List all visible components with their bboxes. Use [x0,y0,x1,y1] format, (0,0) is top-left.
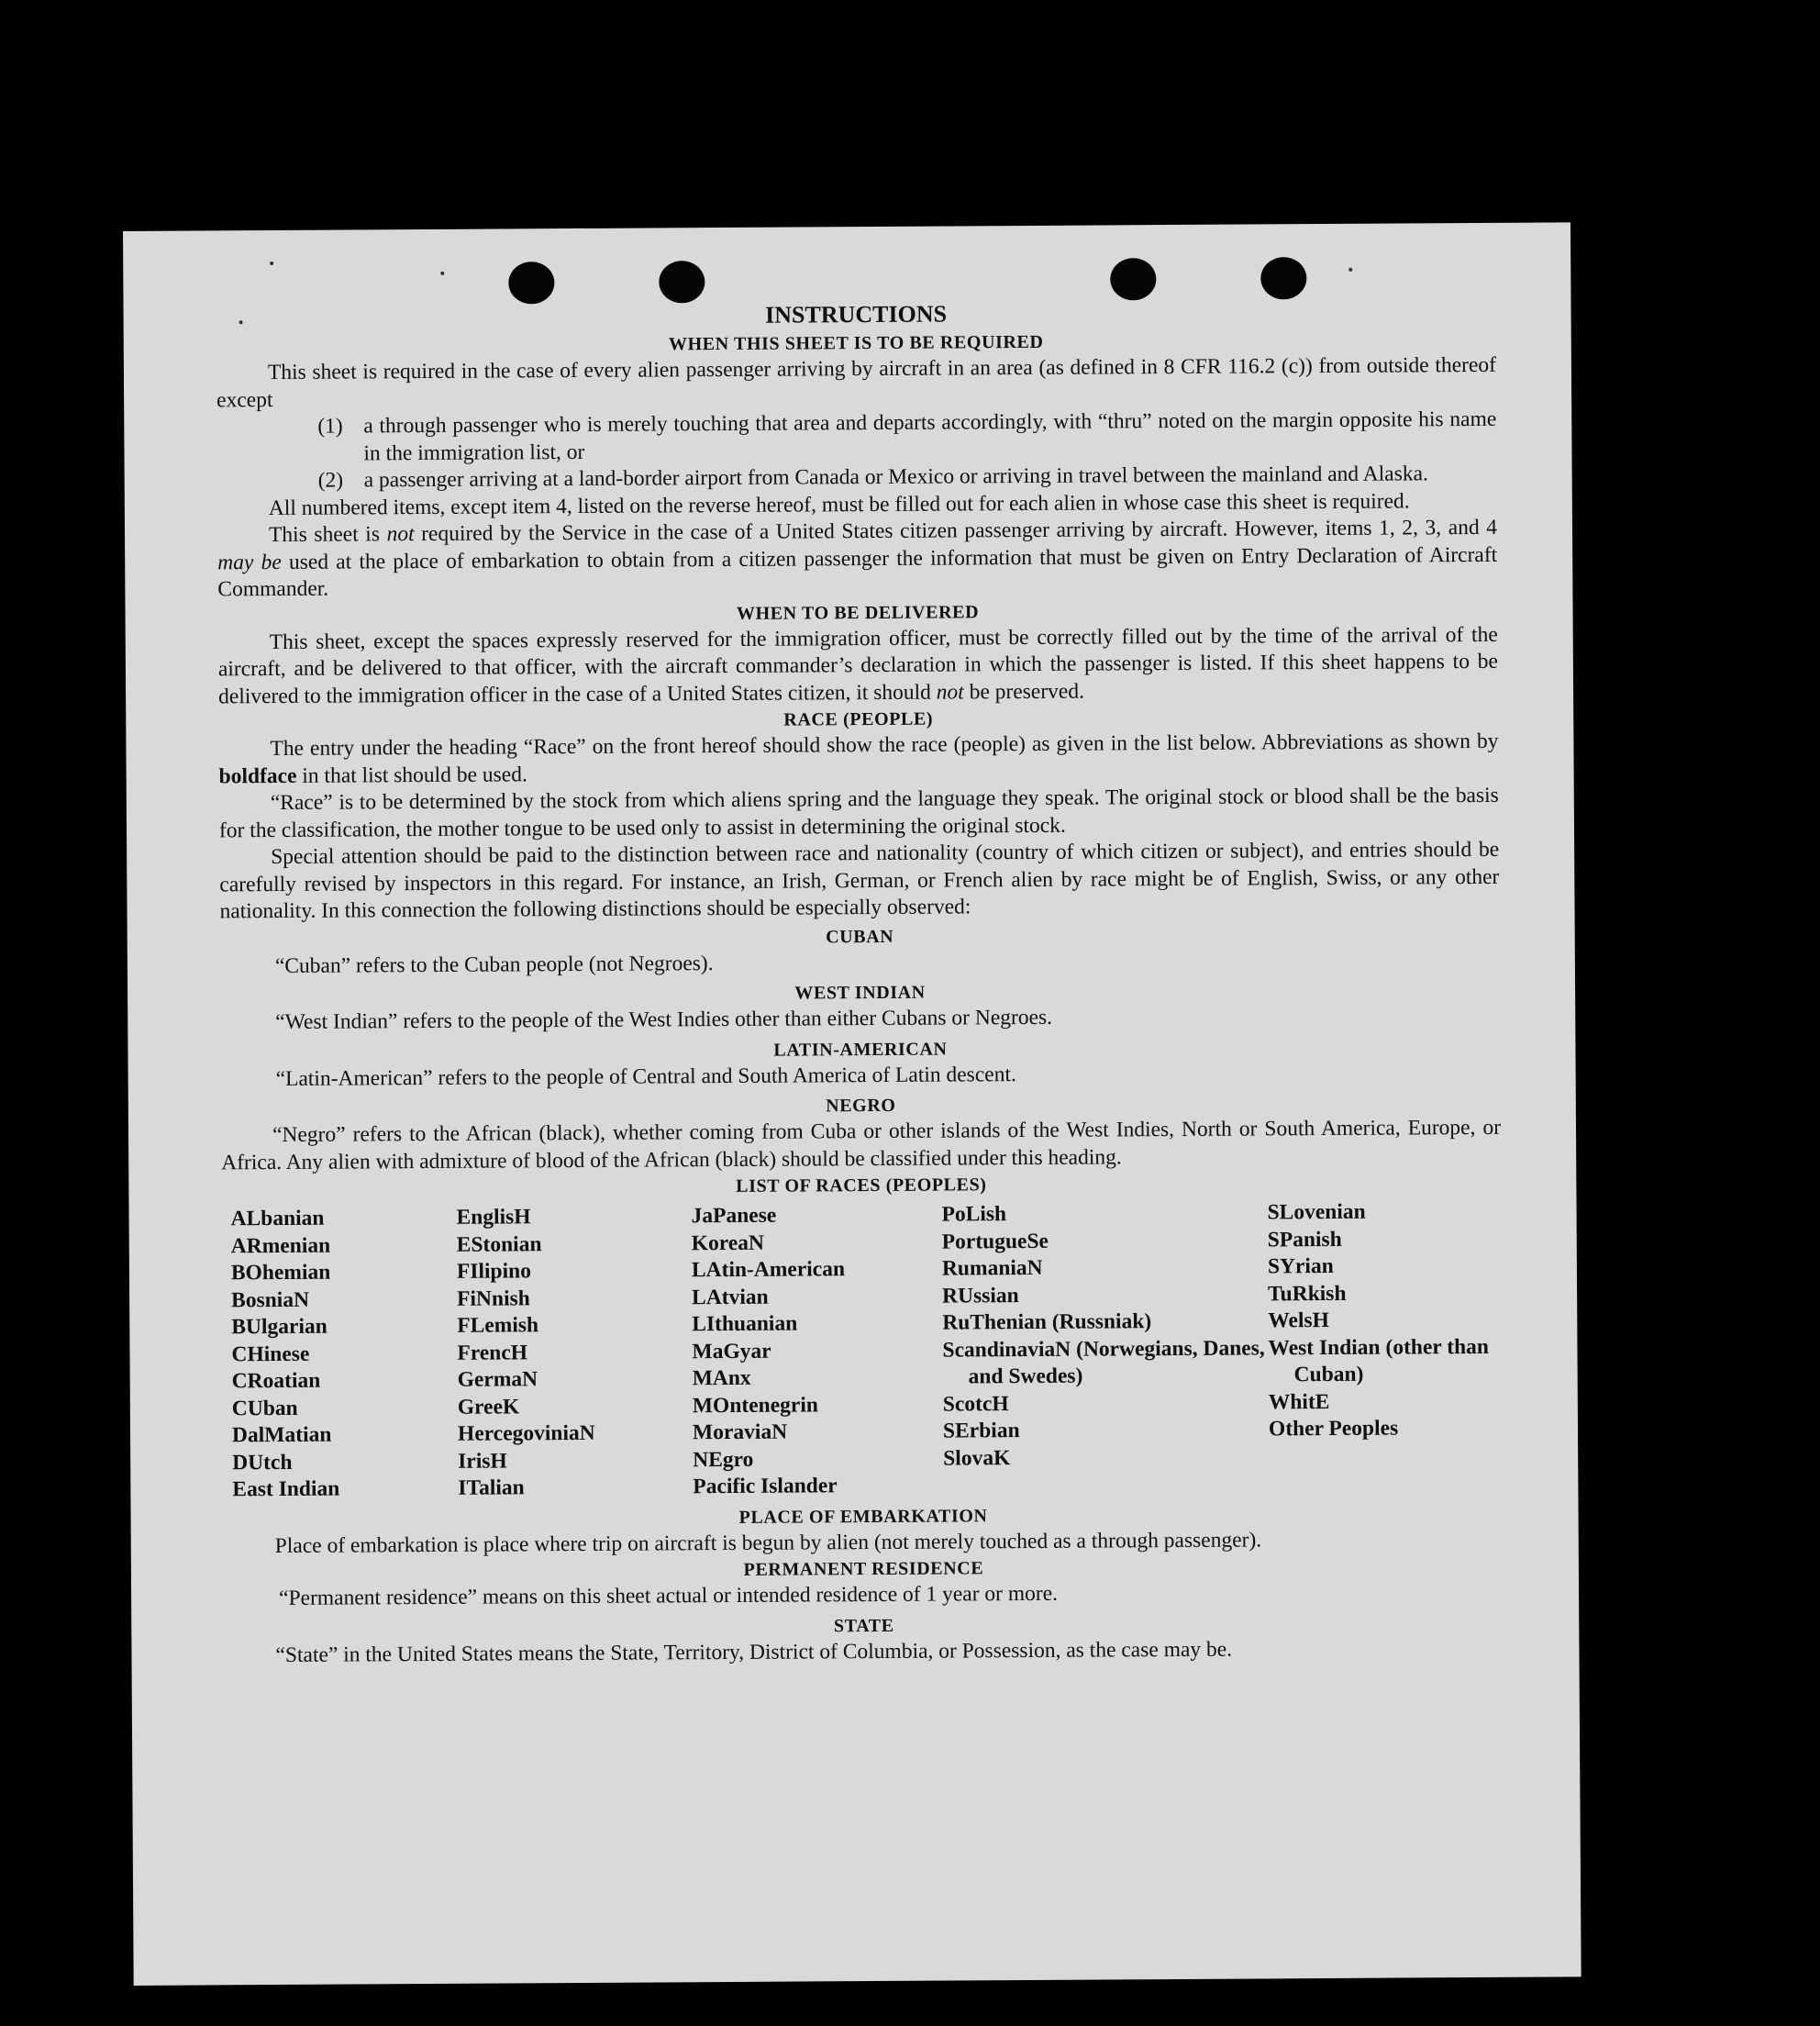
race-entry: GermaN [457,1367,538,1392]
text-run: This sheet, except the spaces expressly reserved for the immigration officer, must be correctly filled out by the time of the arrival of the aircraft, and be delivered to that officer, with the aircraft commander’s declaration in which the passenger is listed. If this sheet happens to be delivered to the immigration officer in the case of a United States citizen, it should [217,622,1498,708]
race-entry: SLovenian [1267,1199,1366,1225]
race-entry: FLemish [457,1313,539,1338]
emphasis-text: may be [217,550,282,574]
text-run: The entry under the heading “Race” on the front hereof should show the race (people) as given in the list below. Abbreviations as shown by [270,729,1499,762]
race-entry: KoreaN [691,1230,765,1255]
race-entry: CRoatian [231,1368,321,1394]
paragraph: “Permanent residence” means on this sheet actual or intended residence of 1 year or more. [279,1581,1059,1610]
race-entry: DalMatian [231,1422,332,1448]
race-entry: DUtch [232,1450,293,1475]
race-entry: WelsH [1268,1308,1329,1333]
race-entry: RuThenian (Russniak) [942,1309,1152,1335]
emphasis-text: not [936,679,964,705]
race-entry: SYrian [1267,1253,1334,1279]
race-entry: LAtvian [692,1285,769,1309]
section-heading-state: STATE [833,1615,894,1636]
race-entry: ARmenian [230,1233,331,1258]
race-entry: HercegoviniaN [457,1420,595,1446]
paragraph [218,621,1499,710]
section-heading-list-of-races: LIST OF RACES (PEOPLES) [736,1174,987,1197]
paragraph: All numbered items, except item 4, listed on the reverse hereof, must be filled out for each alien in whose case this sheet is required. [268,488,1410,520]
emphasis-text: not [386,522,415,547]
race-entry: MAnx [692,1365,751,1391]
section-heading-race: RACE (PEOPLE) [783,708,934,730]
bold-text: boldface [218,763,297,788]
paragraph: Special attention should be paid to the distinction between race and nationality (country of which citizen or subject), and entries should be carefully revised by inspectors in this regard. For instance, an Irish, German, or French alien by race might be of English, Swiss, or any other nationality. In this connection the following distinctions should be especially observed: [219,837,1500,924]
section-heading-negro: NEGRO [826,1095,896,1117]
race-entry: CHinese [231,1341,310,1366]
race-entry: FIlipino [456,1259,531,1284]
race-entry: ITalian [458,1475,525,1500]
paragraph: This sheet is required in the case of every alien passenger arriving by aircraft in an area (as defined in 8 CFR 116.2 (c)) from outside thereof except [216,352,1496,412]
exception-item [317,406,1496,468]
race-entry: MoraviaN [692,1419,788,1445]
race-entry: WhitE [1268,1389,1330,1414]
race-entry: West Indian (other than Cuban) [1268,1334,1490,1387]
dust-speck [270,262,273,265]
punch-hole [1110,258,1156,300]
race-entry: RUssian [942,1283,1019,1308]
section-heading-when-delivered: WHEN TO BE DELIVERED [736,601,980,624]
text-run: in that list should be used. [296,762,527,788]
race-entry: SlovaK [943,1445,1011,1471]
race-entry: SErbian [942,1419,1020,1443]
race-entry: JaPanese [691,1203,777,1229]
race-entry: BosniaN [231,1287,310,1312]
race-entry: Other Peoples [1268,1416,1399,1442]
paragraph: “Cuban” refers to the Cuban people (not Negroes). [274,951,714,978]
race-entry: MOntenegrin [692,1392,818,1418]
race-entry: EStonian [456,1231,542,1257]
race-entry: EnglisH [456,1205,531,1230]
text-run: be preserved. [963,679,1085,704]
race-entry: MaGyar [692,1339,771,1364]
item-number: (1) [317,414,343,439]
paragraph: “Negro” refers to the African (black), whether coming from Cuba or other islands of the West Indies, North or South America, Europe, or Africa. Any alien with admixture of blood of the African (black) should be classified under this heading. [221,1115,1502,1174]
dust-speck [1348,268,1352,272]
item-number: (2) [317,468,344,493]
section-heading-when-required: WHEN THIS SHEET IS TO BE REQUIRED [668,331,1044,355]
race-entry: LAtin-American [691,1257,846,1283]
race-entry: ScotcH [942,1391,1009,1417]
text-run: used at the place of embarkation to obtain from a citizen passenger the information that must be given on Entry Declaration of Aircraft Commander. [217,542,1498,602]
section-heading-cuban: CUBAN [826,926,894,947]
race-entry: Pacific Islander [693,1474,838,1499]
race-entry: TuRkish [1268,1281,1347,1306]
paragraph: “West Indian” refers to the people of the West Indies other than either Cubans or Negroes. [275,1005,1053,1035]
race-entry: LIthuanian [692,1311,798,1337]
punch-hole [659,261,705,303]
race-entry: CUban [231,1396,298,1420]
section-heading-west-indian: WEST INDIAN [794,982,926,1004]
text-run: This sheet is [268,522,387,548]
instructions-body [216,295,1504,1669]
race-entry: FiNnish [457,1286,530,1311]
dust-speck [440,272,444,275]
paragraph: “State” in the United States means the State, Territory, District of Columbia, or Possession, as the case may be. [275,1637,1233,1667]
punch-hole [1260,257,1306,299]
paragraph: “Race” is to be determined by the stock from which aliens spring and the language they speak. The original stock or blood shall be the basis for the classification, the mother tongue to be used only to assist in determining the original stock. [218,783,1499,842]
races-column [941,1199,1269,1499]
paragraph [217,515,1498,604]
document-sheet [123,222,1581,1986]
text-run: required by the Service in the case of a United States citizen passenger arriving by aircraft. However, items 1, 2, 3, and 4 [414,515,1498,547]
races-table [230,1198,1503,1504]
race-entry: NEgro [693,1447,754,1472]
race-entry: ScandinaviaN (Norwegians, Danes, and Swedes) [942,1335,1265,1389]
race-entry: IrisH [458,1448,507,1474]
races-column [1267,1198,1493,1497]
page-title: INSTRUCTIONS [764,300,948,328]
race-entry: PortugueSe [941,1229,1049,1254]
paragraph: Place of embarkation is place where trip on aircraft is begun by alien (not merely touched as a through passenger). [274,1527,1262,1558]
section-heading-embarkation: PLACE OF EMBARKATION [738,1505,988,1528]
paragraph [218,729,1498,791]
section-heading-latin-american: LATIN-AMERICAN [773,1039,948,1061]
race-entry: BOhemian [230,1260,331,1286]
races-column [691,1202,943,1501]
race-entry: PoLish [941,1202,1007,1227]
item-text: a through passenger who is merely touching that area and departs accordingly, with “thru” noted on the margin opposite his name in the immigration list, or [363,406,1497,465]
races-column [230,1205,458,1504]
races-column [456,1203,693,1502]
race-entry: GreeK [457,1394,520,1419]
race-entry: RumaniaN [941,1255,1043,1281]
race-entry: BUlgarian [231,1314,327,1340]
race-entry: FrencH [457,1340,528,1365]
punch-hole [508,262,554,304]
race-entry: East Indian [232,1476,340,1502]
paragraph: “Latin-American” refers to the people of Central and South America of Latin descent. [275,1062,1016,1091]
item-text: a passenger arriving at a land-border airport from Canada or Mexico or arriving in travel between the mainland and Alaska. [363,462,1428,493]
race-entry: ALbanian [230,1206,325,1231]
race-entry: SPanish [1267,1227,1342,1252]
section-heading-residence: PERMANENT RESIDENCE [743,1558,984,1580]
